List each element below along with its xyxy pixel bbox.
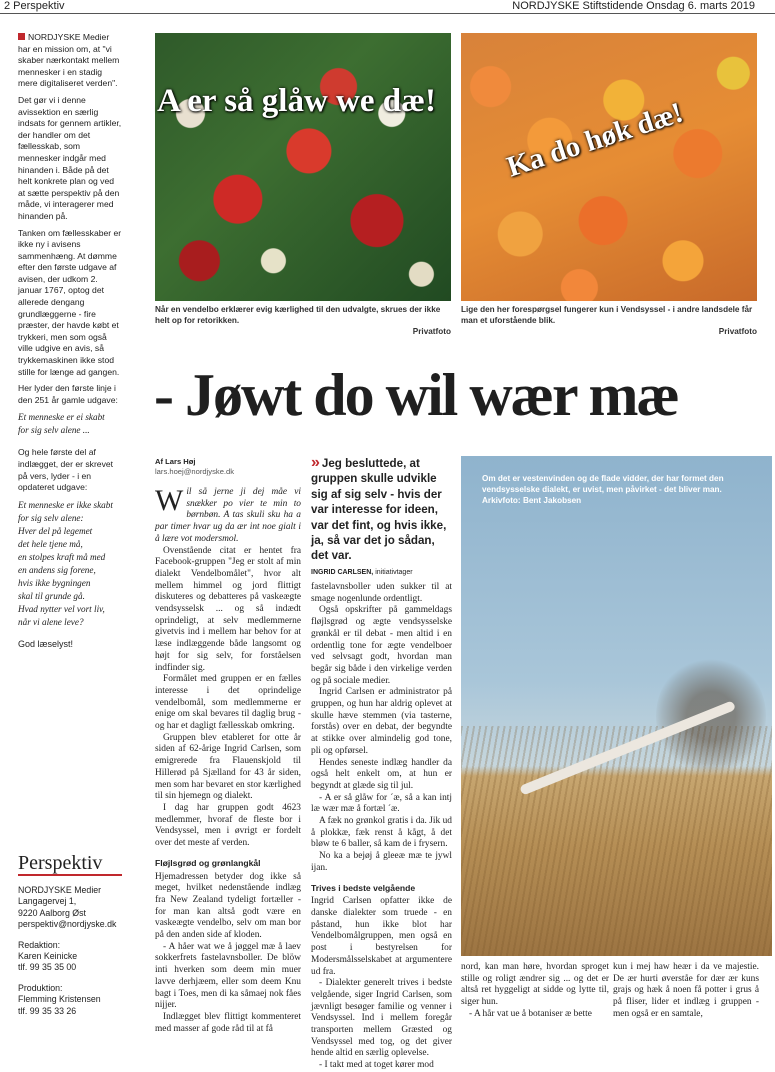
quote-text: Jeg besluttede, at gruppen skulle udvikle sig af sig selv - hvis der var interesse for ideen, var det fint, og hvis ikke, ja, så var det jo sådan, det var. bbox=[311, 457, 447, 563]
paragraph: Hjemadressen betyder dog ikke så meget, hvilket nedenstående indlæg fra New Zealand tydeligt fortæller - for man kan altså godt være en vaskeægte vendelbo, selv om man bor på den anden side af kloden. bbox=[155, 871, 301, 941]
article-column-3 bbox=[461, 962, 609, 1024]
photo-caption bbox=[461, 305, 757, 337]
drop-cap: W bbox=[155, 484, 184, 517]
author-name: Af Lars Høj bbox=[155, 457, 196, 466]
pull-quote bbox=[311, 455, 452, 576]
produktion-phone: tlf. 99 35 33 26 bbox=[18, 1005, 77, 1016]
address-line: 9220 Aalborg Øst bbox=[18, 907, 86, 918]
article-column-1 bbox=[155, 484, 301, 1034]
quote-chevron-icon: » bbox=[311, 454, 320, 471]
flowers-photo-red bbox=[155, 33, 451, 301]
photo-credit: Privatfoto bbox=[718, 326, 757, 336]
perspektiv-contact bbox=[18, 885, 128, 1026]
paragraph: kun i mej haw heær i da ve majestie. De ær hurti øverståe for dær ær kuns grajs og hæk å noen få potter i grus å på fliser, lider et indlæg i gruppen - men også er en samtale, bbox=[613, 962, 759, 1019]
paragraph: Formålet med gruppen er en fælles interesse i det oprindelige vendelbomål, som medlemmerne er enige om skal bevares til daglig brug - og har et dagligt fællesskab omkring. bbox=[155, 674, 301, 732]
sidebar-poem-2: Et menneske er ikke skabt for sig selv alene: Hver del på legemet det hele tjene må, en stolpes kraft må med en andens sig forene, hvis ikke bygningen skal til grunde gå. Hvad nytter vel vort liv, når vi alene leve? bbox=[18, 499, 113, 627]
red-square-icon bbox=[18, 33, 25, 40]
dune-tree-photo bbox=[461, 456, 772, 956]
redaktion-phone: tlf. 99 35 35 00 bbox=[18, 962, 77, 973]
sidebar-intro-2: Det gør vi i denne avissektion en særlig indsats for gennem artikler, der handler om det fællesskab, som mennesker indgår med hinanden i. Både på det helt konkrete plan og ved at sætte perspektiv på den måde, vi interagerer med hinanden på. bbox=[18, 94, 122, 221]
redaktion-label: Redaktion: bbox=[18, 939, 61, 950]
caption-text: Lige den her forespørgsel fungerer kun i Vendsyssel - i andre landsdele får man et uforstående blik. bbox=[461, 305, 753, 325]
photo-caption bbox=[155, 305, 451, 337]
paragraph: A fæk no grønkol gratis i da. Jik ud å plokkæ, fæk renst å kågt, å det bløw te 6 baller, så kam de i frysern. bbox=[311, 816, 452, 850]
author-email: lars.hoej@nordjyske.dk bbox=[155, 467, 235, 476]
page-folio: 2 Perspektiv bbox=[4, 0, 65, 12]
photo-credit: Privatfoto bbox=[412, 326, 451, 336]
masthead-date: NORDJYSKE Stiftstidende Onsdag 6. marts 2019 bbox=[512, 0, 755, 12]
subheading: Trives i bedste velgående bbox=[311, 882, 416, 893]
article-column-2 bbox=[311, 582, 452, 1071]
pull-quote-attribution bbox=[311, 569, 452, 576]
photo-overlay-text: A er så glåw we dæ! bbox=[157, 83, 436, 119]
paragraph: Ovenstående citat er hentet fra Facebook-gruppen "Jeg er stolt af min dialekt Vendelbomålet", hvor alt mellem himmel og jord flittigt diskuteres og debatteres på vaskeægte vendsysselsk ... og så indædt oprindeligt, at selv medlemmerne givetvis ind i mellem har behov for at læse indlæggende både langsomt og højt for sig selv, for forståelsen indfinder sig. bbox=[155, 545, 301, 673]
paragraph: I dag har gruppen godt 4623 medlemmer, hvoraf de fleste bor i Vendsyssel, men i øvrigt er fordelt over det meste af verden. bbox=[155, 802, 301, 849]
paragraph: No ka a bejøj å gleeæ mæ te jywl ijan. bbox=[311, 851, 452, 873]
sidebar-intro-4: Her lyder den første linje i den 251 år gamle udgave: bbox=[18, 383, 118, 405]
photo-overlay-text: Ka do høk dæ! bbox=[503, 96, 687, 184]
article-lead bbox=[155, 484, 301, 546]
produktion-name: Flemming Kristensen bbox=[18, 994, 101, 1005]
article-column-4 bbox=[613, 962, 759, 1024]
address-line: Langagervej 1, bbox=[18, 896, 77, 907]
sidebar-mid: Og hele første del af indlægget, der er skrevet på vers, lyder - i en opdateret udgave: bbox=[18, 447, 114, 493]
redaktion-name: Karen Keinicke bbox=[18, 951, 78, 962]
pull-quote-text bbox=[311, 455, 452, 564]
address-block bbox=[18, 885, 128, 931]
flowers-photo-orange bbox=[461, 33, 757, 301]
paragraph: - A hår vat ue å botaniser æ bette bbox=[469, 1008, 592, 1019]
paragraph: Ingrid Carlsen er administrator på gruppen, og hun har aldrig oplevet at skulle hæve stemmen (via tasterne, forstås) over en debat, der begyndte at stikke over almindelig god tone, pli og opførsel. bbox=[311, 687, 452, 756]
paragraph: Ingrid Carlsen opfatter ikke de danske dialekter som truede - en påstand, hun ikke blot har Vendelbomålgruppen, men også en post i bestyrelsen for Modersmålsselskabet at argumentere ud fra. bbox=[311, 896, 452, 977]
paragraph: Gruppen blev etableret for otte år siden af 62-årige Ingrid Carlsen, som emigrerede fra Flauenskjold til Hillerød på Sjælland for 43 år siden, men som har bevaret en stor kærlighed til sin hjemegn og dialekt. bbox=[155, 732, 301, 802]
paragraph: fastelavnsboller uden sukker til at smage nogenlunde ordentligt. bbox=[311, 582, 452, 604]
attribution-role: initiativtager bbox=[375, 568, 413, 576]
address-line: NORDJYSKE Medier bbox=[18, 885, 102, 895]
produktion-block bbox=[18, 983, 128, 1017]
sidebar-intro-3: Tanken om fællesskaber er ikke ny i avisens sammenhæng. At dømme efter den første udgave af avisen, der udkom 2. januar 1767, optog det allerede dengang grundlæggerne - fire præster, der havde købt et trykkeri, men som også ville udgive en avis, så trykkemaskinen ikke stod stille for længe ad gangen. bbox=[18, 227, 122, 377]
photo-caption-overlay: Om det er vestenvinden og de flade vidder, der har formet den vendsysselske dialekt, er uvist, men påvirket - det bliver man. Arkivfoto: Bent Jakobsen bbox=[482, 474, 724, 505]
email-address: perspektiv@nordjyske.dk bbox=[18, 919, 117, 930]
sidebar-intro-1: NORDJYSKE Medier har en mission om, at "vi skaber nærkontakt mellem mennesker i en stadig mere digitaliseret verden". bbox=[18, 32, 120, 89]
paragraph: - A håer wat we å jøggel mæ å laev sokkerfrets fastelavnsboller. De blöw inti hverken som deem min muer lavve derhjæem, eller som deem Knu bagt i Toes, men di ka såmaej nok fåes nijjer. bbox=[155, 941, 301, 1011]
sidebar-closing: God læselyst! bbox=[18, 638, 74, 649]
subheading: Fløjlsgrød og grønlangkål bbox=[155, 857, 261, 868]
sidebar-column bbox=[18, 32, 122, 655]
article-headline: - Jøwt do wil wær mæ bbox=[154, 362, 678, 428]
paragraph: - Dialekter generelt trives i bedste velgående, siger Ingrid Carlsen, som jævnligt besøger familie og venner i Vendsyssel. Ind i mellem foregår transporten mellem Græsted og Vendsyssel med tog, og det giver hende altid en særlig oplevelse. bbox=[311, 978, 452, 1059]
lead-text: il så jerne ji dej måe vi snækker po vier te min to børnbøn. A tas skuli sku ha a par timer hvar ug da ær int noe gialt i å lære vot modersmol. bbox=[155, 487, 301, 544]
attribution-name: INGRID CARLSEN, bbox=[311, 568, 374, 576]
produktion-label: Produktion: bbox=[18, 982, 63, 993]
caption-text: Når en vendelbo erklærer evig kærlighed til den udvalgte, skrues der ikke helt op for retorikken. bbox=[155, 305, 441, 325]
byline bbox=[155, 457, 301, 477]
logo-underline bbox=[18, 874, 122, 876]
header-rule bbox=[0, 13, 775, 14]
paragraph: nord, kan man høre, hvordan sproget stille og roligt ændrer sig ... og det er altså ret hyggeligt at sidde og lytte til, siger hun. bbox=[461, 962, 609, 1008]
sidebar-poem-1: Et menneske er ei skabt for sig selv alene ... bbox=[18, 412, 105, 436]
paragraph: - A er så glåw for ´æ, så a kan intj læ wær mæ å fortæl ´æ. bbox=[311, 792, 452, 815]
paragraph: Også opskrifter på gammeldags fløjlsgrød og ægte vendsysselske grønkål er til debat - men altid i en ordentlig tone for ægte vendelboer ved selvsagt godt, hvordan man begår sig både i den virkelige verden og på sociale medier. bbox=[311, 605, 452, 686]
paragraph: Indlægget blev flittigt kommenteret med masser af gode råd til at få bbox=[155, 1011, 301, 1034]
paragraph: Hendes seneste indlæg handler da også helt enkelt om, at hun er begyndt at glæde sig til jul. bbox=[311, 757, 452, 791]
perspektiv-logo: Perspektiv bbox=[18, 852, 103, 874]
paragraph: - I takt med at toget kører mod bbox=[319, 1060, 434, 1071]
redaktion-block bbox=[18, 940, 128, 974]
